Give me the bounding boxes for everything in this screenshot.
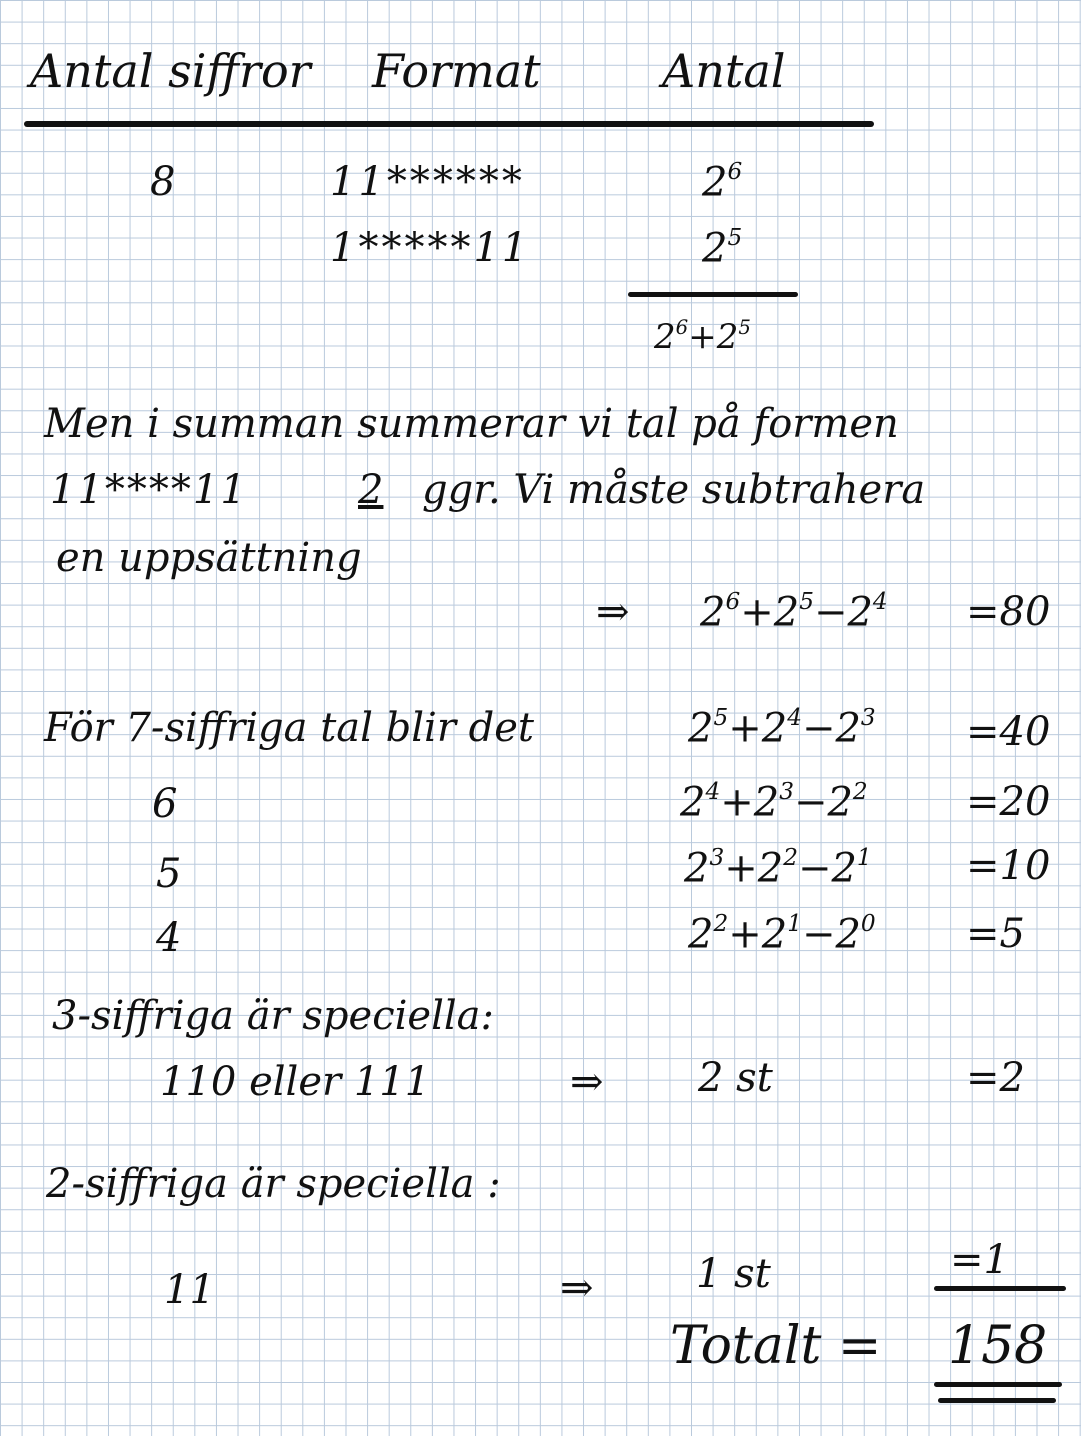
sum-exp-2: 5	[738, 316, 751, 339]
row1-format: 11******	[330, 159, 525, 205]
row-6-expression	[680, 778, 868, 826]
row-4-base-3: 2	[835, 911, 861, 958]
row2-count	[702, 224, 743, 272]
two-digit-result: =1	[950, 1237, 1009, 1283]
eq8-arrow: ⇒	[596, 589, 630, 635]
row-7-base-2: 2	[761, 705, 788, 752]
eq8-base-3: 2	[847, 589, 873, 636]
row-5-base-2: 2	[757, 845, 784, 892]
row-6-result: =20	[966, 779, 1051, 825]
row-5-exp-3: 1	[856, 844, 872, 871]
row2-base: 2	[702, 225, 728, 272]
two-digit-heading: 2-siffriga är speciella :	[46, 1161, 501, 1207]
row-5-op-1: +	[724, 845, 758, 892]
total-label: Totalt =	[670, 1316, 882, 1376]
three-digit-arrow: ⇒	[570, 1059, 604, 1105]
row-5-exp-2: 2	[783, 844, 798, 871]
row-5-op-2: −	[797, 845, 832, 892]
note-count: 2	[358, 467, 384, 513]
row-6-base-3: 2	[827, 779, 853, 826]
eq8-op-1: +	[740, 589, 774, 636]
three-digit-result: =2	[966, 1055, 1025, 1101]
row-4-base-2: 2	[761, 911, 788, 958]
two-digit-count: 1 st	[696, 1251, 771, 1297]
row-6-exp-2: 3	[779, 778, 794, 805]
row-7-expression	[688, 704, 876, 752]
total-value: 158	[948, 1316, 1048, 1376]
row-6-exp-3: 2	[852, 778, 868, 805]
eq8-exp-3: 4	[872, 588, 888, 615]
row-5-result: =10	[966, 843, 1051, 889]
row-5-label: 5	[156, 851, 182, 897]
row-7-op-1: +	[728, 705, 762, 752]
total-underline-1	[934, 1382, 1062, 1387]
sum-expression	[654, 316, 751, 358]
header-antal: Antal	[662, 44, 786, 98]
row-4-expression	[688, 910, 876, 958]
row-7-op-2: −	[801, 705, 836, 752]
two-digit-items: 11	[164, 1267, 215, 1313]
row-4-exp-2: 1	[787, 910, 802, 937]
row-7-exp-3: 3	[860, 704, 876, 731]
total-rule	[934, 1286, 1066, 1291]
row-6-label: 6	[152, 781, 178, 827]
total-underline-2	[938, 1398, 1056, 1403]
eq8-expression	[700, 588, 888, 636]
row-7-label: För 7-siffriga tal blir det	[44, 705, 534, 751]
row-7-base-3: 2	[835, 705, 861, 752]
note-line-3: en uppsättning	[56, 535, 362, 581]
row-7-base-1: 2	[688, 705, 714, 752]
row-7-result: =40	[966, 709, 1051, 755]
row-5-exp-1: 3	[709, 844, 725, 871]
row-4-exp-1: 2	[713, 910, 729, 937]
header-underline	[24, 121, 874, 127]
row1-count	[702, 158, 743, 206]
note-line-2-rest: ggr. Vi måste subtrahera	[422, 467, 926, 513]
header-format: Format	[372, 44, 541, 98]
eq8-exp-1: 6	[725, 588, 741, 615]
row1-base: 2	[702, 159, 728, 206]
sum-exp-1: 6	[675, 316, 689, 339]
row1-exp: 6	[727, 158, 743, 185]
eq8-base-1: 2	[700, 589, 726, 636]
eq8-exp-2: 5	[799, 588, 814, 615]
row-6-base-1: 2	[680, 779, 706, 826]
row-6-op-1: +	[720, 779, 754, 826]
eq8-result: =80	[966, 589, 1051, 635]
row-5-base-1: 2	[684, 845, 710, 892]
two-digit-arrow: ⇒	[560, 1265, 594, 1311]
row-7-exp-2: 4	[787, 704, 802, 731]
row-4-base-1: 2	[688, 911, 714, 958]
row-4-label: 4	[156, 915, 182, 961]
row-5-expression	[684, 844, 872, 892]
sum-base-1: 2	[654, 317, 676, 358]
sum-rule	[628, 292, 798, 297]
row-4-op-2: −	[801, 911, 836, 958]
row-5-base-3: 2	[831, 845, 857, 892]
eq8-base-2: 2	[773, 589, 800, 636]
row-6-op-2: −	[793, 779, 828, 826]
row-6-exp-1: 4	[705, 778, 721, 805]
row2-format: 1*****11	[330, 225, 531, 271]
three-digit-items: 110 eller 111	[160, 1059, 431, 1105]
header-antal-siffror: Antal siffror	[30, 44, 311, 98]
row-7-exp-1: 5	[713, 704, 729, 731]
note-pattern: 11****11	[50, 467, 248, 513]
three-digit-count: 2 st	[698, 1055, 773, 1101]
row2-exp: 5	[727, 224, 743, 251]
eq8-op-2: −	[813, 589, 848, 636]
row-4-exp-3: 0	[860, 910, 876, 937]
row-4-result: =5	[966, 911, 1025, 957]
row1-digits: 8	[150, 159, 176, 205]
sum-op: +	[688, 317, 717, 358]
row-6-base-2: 2	[753, 779, 780, 826]
note-line-1: Men i summan summerar vi tal på formen	[44, 401, 899, 447]
row-4-op-1: +	[728, 911, 762, 958]
sum-base-2: 2	[716, 317, 739, 358]
three-digit-heading: 3-siffriga är speciella:	[52, 993, 494, 1039]
